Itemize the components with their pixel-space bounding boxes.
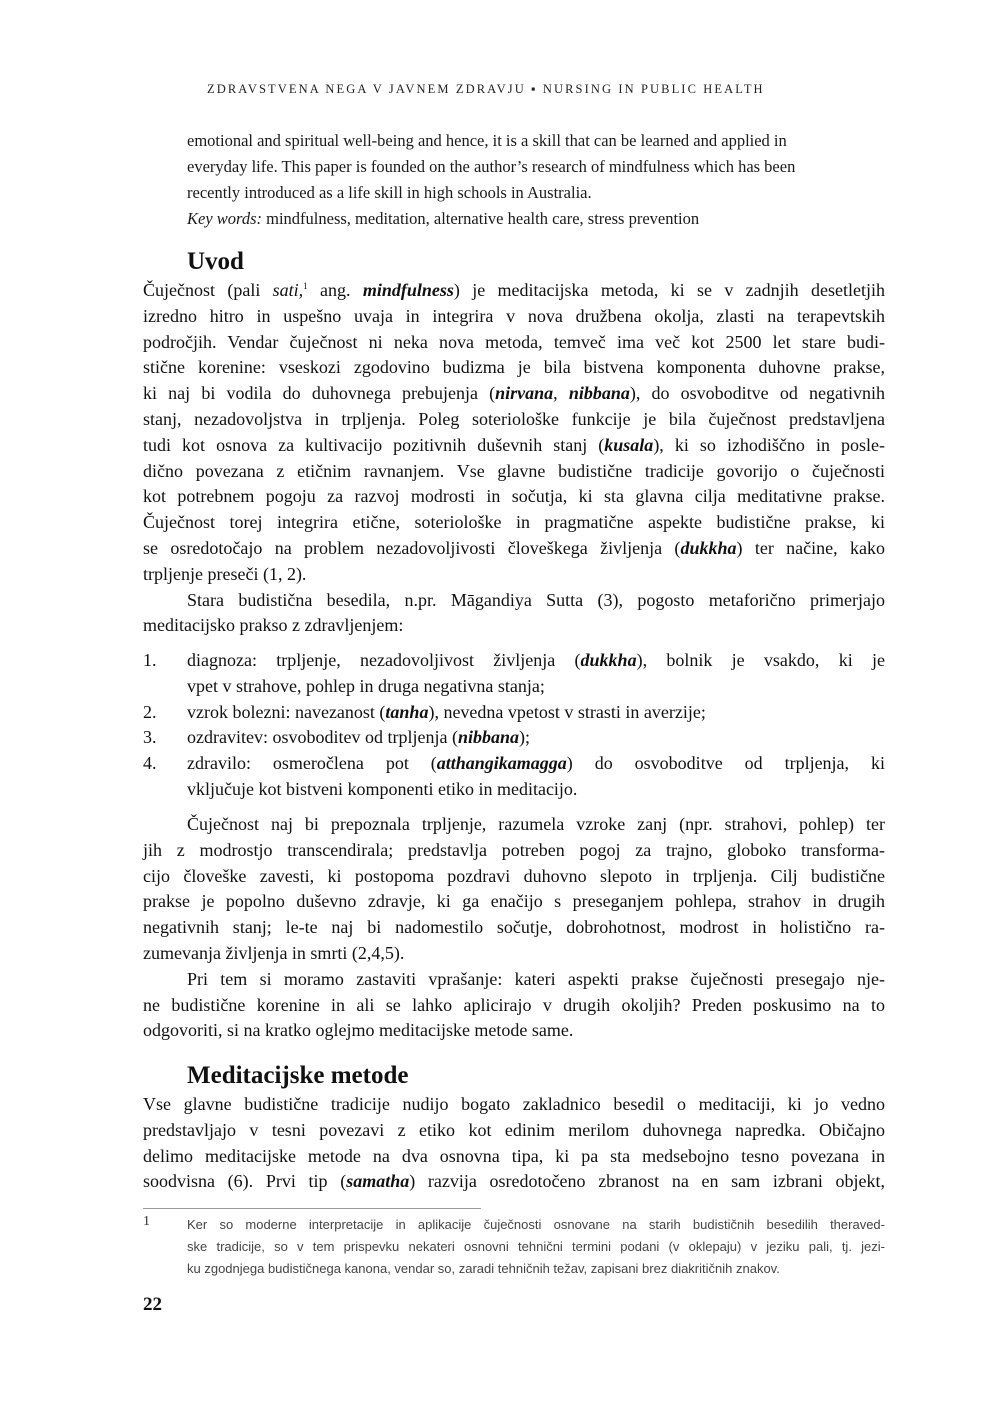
term-pali: dukkha (680, 537, 737, 558)
text-line (143, 536, 885, 562)
text-span: ), do osvoboditve od negativnih (629, 383, 885, 404)
footnote-line: ku zgodnjega budističnega kanona, vendar so, zaradi tehničnih težav, zapisani brez diakritičnih znakov. (187, 1261, 780, 1276)
text-line: stične korenine: vseskozi zgodovino budizma je bila bistvena komponenta duhovne prakse, (143, 357, 885, 378)
list-text (187, 648, 885, 674)
text-span: soodvisna (6). Prvi tip ( (143, 1171, 347, 1192)
term-pali: atthangikamagga (436, 753, 567, 774)
footnote-divider (143, 1208, 481, 1209)
text-span: ), ki so izhodiščno in posle- (653, 434, 885, 455)
abstract-block (187, 128, 857, 232)
keywords-label: Key words: (187, 209, 263, 228)
text-line: Čuječnost naj bi prepoznala trpljenje, razumela vzroke zanj (npr. strahovi, pohlep) ter (187, 814, 885, 834)
intro-paragraph (143, 278, 885, 639)
term-pali: kusala (604, 434, 654, 455)
term-pali: nibbana (568, 383, 630, 404)
text-line: prakse je popolno duševno zdravje, ki ga enačijo s preseganjem pohlepa, strahov in drugih (143, 891, 885, 912)
text-line: izredno hitro in uspešno uvaja in integrira v nova družbena okolja, zlasti na terapevtskih (143, 305, 885, 326)
list-item (143, 751, 885, 777)
text-span: ) do osvoboditve od trpljenja, ki (566, 753, 885, 774)
text-span: ang. (307, 280, 363, 300)
list-item-continuation (143, 674, 885, 700)
list-number: 1. (143, 650, 157, 670)
footnote-ref[interactable]: 1 (303, 281, 308, 291)
paragraph-3 (143, 812, 885, 1044)
abstract-line: emotional and spiritual well-being and hence, it is a skill that can be learned and applied in (187, 131, 787, 150)
text-line: cijo človeške zavesti, ki postopoma pozdravi duhovno slepoto in trpljenja. Cilj budistične (143, 865, 885, 886)
text-line: meditacijsko prakso z zdravljenjem: (143, 615, 404, 636)
numbered-list (143, 648, 885, 803)
text-span: tudi kot osnova za kultivacijo pozitivnih duševnih stanj ( (143, 434, 605, 455)
text-line (143, 1169, 885, 1195)
text-span: ) razvija osredotočeno zbranost na en sam izbrani objekt, (409, 1171, 885, 1192)
term-english: mindfulness (362, 280, 454, 300)
list-item-continuation (143, 777, 885, 803)
list-text: vključuje kot bistveni komponenti etiko in meditacijo. (187, 778, 578, 799)
term-pali: nibbana (457, 727, 519, 748)
text-line: kot potrebnem pogoju za razvoj modrosti in sočutja, ki sta glavna cilja meditativne prakse. (143, 486, 885, 507)
list-item (143, 725, 885, 751)
text-span: ), bolnik je vsakdo, ki je (636, 650, 885, 670)
list-text: vpet v strahove, pohlep in druga negativna stanja; (187, 675, 545, 696)
keywords-line (187, 206, 857, 232)
text-span: se osredotočajo na problem nezadovoljivosti človeškega življenja ( (143, 537, 681, 558)
list-item (143, 700, 885, 726)
abstract-line: everyday life. This paper is founded on the author’s research of mindfulness which has been (187, 157, 796, 176)
text-line: področjih. Vendar čuječnost ni neka nova metoda, temveč ima več kot 2500 let stare budi- (143, 331, 885, 352)
page-number: 22 (143, 1294, 162, 1315)
term-pali: sati, (272, 280, 304, 300)
methods-paragraph (143, 1092, 885, 1195)
text-line: trpljenje preseči (1, 2). (143, 563, 307, 584)
list-number: 4. (143, 753, 157, 774)
term-pali: samatha (346, 1171, 410, 1192)
text-span: Čuječnost (pali (143, 280, 273, 300)
text-line: jih z modrostjo transcendirala; predstavlja potreben pogoj za trajno, globoko transforma- (143, 839, 885, 860)
text-line: predstavljajo v tesni povezavi z etiko kot edinim merilom duhovnega napredka. Običajno (143, 1119, 885, 1140)
text-line: stanj, nezadovoljstva in trpljenja. Poleg soteriološke funkcije je bila čuječnost predstavljena (143, 408, 885, 429)
text-line: zumevanja življenja in smrti (2,4,5). (143, 942, 405, 963)
text-span: ) ter načine, kako (736, 537, 886, 558)
list-number: 2. (143, 701, 157, 722)
text-line: negativnih stanj; le-te naj bi nadomestilo sočutje, dobrohotnost, modrost in holistično ra- (143, 917, 885, 938)
text-span: diagnoza: trpljenje, nezadovoljivost življenja ( (187, 650, 581, 670)
section-heading-meditacijske-metode: Meditacijske metode (187, 1062, 409, 1089)
list-text (187, 751, 885, 777)
list-number: 3. (143, 727, 157, 748)
term-pali: tanha (385, 701, 429, 722)
list-item (143, 648, 885, 674)
text-line (143, 433, 885, 459)
text-line: delimo meditacijske metode na dva osnovna tipa, ki pa sta medsebojno tesno povezana in (143, 1145, 885, 1166)
list-text (187, 725, 885, 751)
text-span: , (553, 383, 569, 404)
text-line: Stara budistična besedila, n.pr. Māgandiya Sutta (3), pogosto metaforično primerjajo (187, 589, 885, 610)
footnote-mark: 1 (143, 1214, 150, 1229)
text-line (143, 278, 885, 304)
text-span: zdravilo: osmeročlena pot ( (187, 753, 437, 774)
text-span: vzrok bolezni: navezanost ( (187, 701, 386, 722)
footnote-line: Ker so moderne interpretacije in aplikacije čuječnosti osnovane na starih budističnih besedilih theraved- (187, 1217, 885, 1232)
text-line: dično povezana z etičnim ravnanjem. Vse glavne budistične tradicije govorijo o čuječnosti (143, 460, 885, 481)
term-pali: nirvana (495, 383, 554, 404)
term-pali: dukkha (580, 650, 637, 670)
text-span: ) je meditacijska metoda, ki se v zadnjih desetletjih (453, 280, 885, 300)
text-line: ne budistične korenine in ali se lahko aplicirajo v drugih okoljih? Preden poskusimo na to (143, 994, 885, 1015)
keywords-text: mindfulness, meditation, alternative health care, stress prevention (266, 209, 700, 228)
section-heading-uvod: Uvod (187, 248, 244, 275)
text-span: ); (518, 727, 530, 748)
text-span: ozdravitev: osvoboditev od trpljenja ( (187, 727, 458, 748)
text-line: Pri tem si moramo zastaviti vprašanje: kateri aspekti prakse čuječnosti presegajo nje- (187, 968, 885, 989)
abstract-line: recently introduced as a life skill in high schools in Australia. (187, 183, 592, 202)
text-line: odgovoriti, si na kratko oglejmo meditacijske metode same. (143, 1020, 574, 1041)
text-span: ki naj bi vodila do duhovnega prebujenja ( (143, 383, 496, 404)
footnote-line: ske tradicije, so v tem prispevku nekateri osnovni tehnični termini podani (v oklepaju) v jeziku pali, tj. jezi- (187, 1239, 885, 1254)
running-header: ZDRAVSTVENA NEGA V JAVNEM ZDRAVJU ▪ NURSING IN PUBLIC HEALTH (207, 82, 765, 96)
text-line: Čuječnost torej integrira etične, soteriološke in pragmatične aspekte budistične prakse, ki (143, 512, 885, 533)
footnote (143, 1214, 885, 1280)
text-line: Vse glavne budistične tradicije nudijo bogato zakladnico besedil o meditaciji, ki jo vedno (143, 1094, 885, 1114)
text-line (143, 381, 885, 407)
list-text (187, 700, 885, 726)
text-span: ), nevedna vpetost v strasti in averzije; (428, 701, 706, 722)
